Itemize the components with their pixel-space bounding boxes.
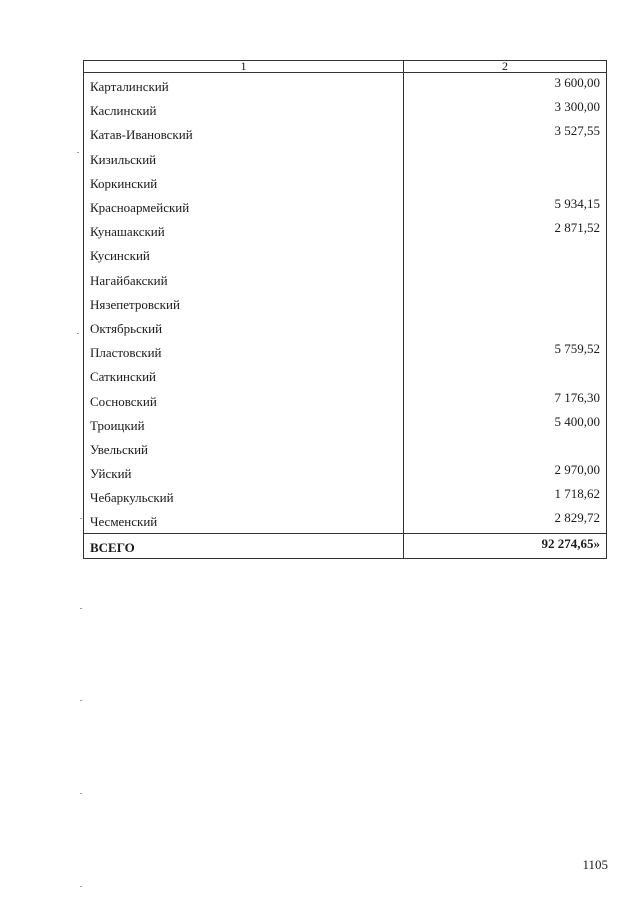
district-name: Увельский bbox=[84, 436, 404, 460]
table-row bbox=[84, 170, 607, 194]
district-name: Нязепетровский bbox=[84, 291, 404, 315]
district-name: Катав-Ивановский bbox=[84, 121, 404, 145]
table-row bbox=[84, 291, 607, 315]
table-row bbox=[84, 363, 607, 387]
district-amount bbox=[404, 363, 607, 387]
district-amount: 5 400,00 bbox=[404, 412, 607, 436]
district-name: Сосновский bbox=[84, 387, 404, 411]
district-name: Нагайбакский bbox=[84, 267, 404, 291]
scan-speck bbox=[77, 333, 79, 334]
district-amount: 2 871,52 bbox=[404, 218, 607, 242]
district-amount: 2 829,72 bbox=[404, 508, 607, 533]
district-name: Коркинский bbox=[84, 170, 404, 194]
district-amount: 3 600,00 bbox=[404, 73, 607, 98]
scan-speck bbox=[80, 700, 82, 701]
district-name: Кусинский bbox=[84, 242, 404, 266]
table-row bbox=[84, 315, 607, 339]
total-amount: 92 274,65» bbox=[404, 533, 607, 558]
column-header-2: 2 bbox=[404, 61, 607, 73]
scan-speck bbox=[77, 152, 79, 153]
district-amount: 1 718,62 bbox=[404, 484, 607, 508]
district-name: Карталинский bbox=[84, 73, 404, 98]
table-row bbox=[84, 242, 607, 266]
table-row bbox=[84, 436, 607, 460]
district-name: Пластовский bbox=[84, 339, 404, 363]
district-name: Троицкий bbox=[84, 412, 404, 436]
district-amount: 3 527,55 bbox=[404, 121, 607, 145]
table-row bbox=[84, 484, 607, 508]
district-name: Саткинский bbox=[84, 363, 404, 387]
page-number: 1105 bbox=[582, 857, 608, 872]
table-row bbox=[84, 267, 607, 291]
table-header-row bbox=[84, 61, 607, 73]
table-row bbox=[84, 412, 607, 436]
district-amount bbox=[404, 436, 607, 460]
table-row bbox=[84, 218, 607, 242]
district-amount bbox=[404, 170, 607, 194]
district-amount: 3 300,00 bbox=[404, 97, 607, 121]
scan-speck bbox=[80, 886, 82, 887]
scan-speck bbox=[80, 793, 82, 794]
district-name: Кизильский bbox=[84, 146, 404, 170]
table-row bbox=[84, 339, 607, 363]
column-header-1: 1 bbox=[84, 61, 404, 73]
district-amount: 5 759,52 bbox=[404, 339, 607, 363]
district-amount: 5 934,15 bbox=[404, 194, 607, 218]
district-name: Каслинский bbox=[84, 97, 404, 121]
district-name: Уйский bbox=[84, 460, 404, 484]
table-row bbox=[84, 97, 607, 121]
table-row bbox=[84, 508, 607, 533]
district-amount bbox=[404, 146, 607, 170]
table-row bbox=[84, 194, 607, 218]
district-name: Чесменский bbox=[84, 508, 404, 533]
district-name: Кунашакский bbox=[84, 218, 404, 242]
total-label: ВСЕГО bbox=[84, 533, 404, 558]
district-amount bbox=[404, 315, 607, 339]
district-amount: 7 176,30 bbox=[404, 387, 607, 411]
table-row bbox=[84, 146, 607, 170]
district-amount bbox=[404, 291, 607, 315]
district-amount: 2 970,00 bbox=[404, 460, 607, 484]
table-row bbox=[84, 387, 607, 411]
district-name: Чебаркульский bbox=[84, 484, 404, 508]
scan-speck bbox=[80, 608, 82, 609]
district-amount bbox=[404, 267, 607, 291]
district-name: Красноармейский bbox=[84, 194, 404, 218]
scan-speck bbox=[80, 518, 82, 519]
table-row bbox=[84, 73, 607, 98]
table-row bbox=[84, 121, 607, 145]
total-row bbox=[84, 533, 607, 558]
table-body bbox=[84, 73, 607, 534]
district-name: Октябрьский bbox=[84, 315, 404, 339]
budget-table bbox=[83, 60, 607, 559]
table-row bbox=[84, 460, 607, 484]
district-amount bbox=[404, 242, 607, 266]
